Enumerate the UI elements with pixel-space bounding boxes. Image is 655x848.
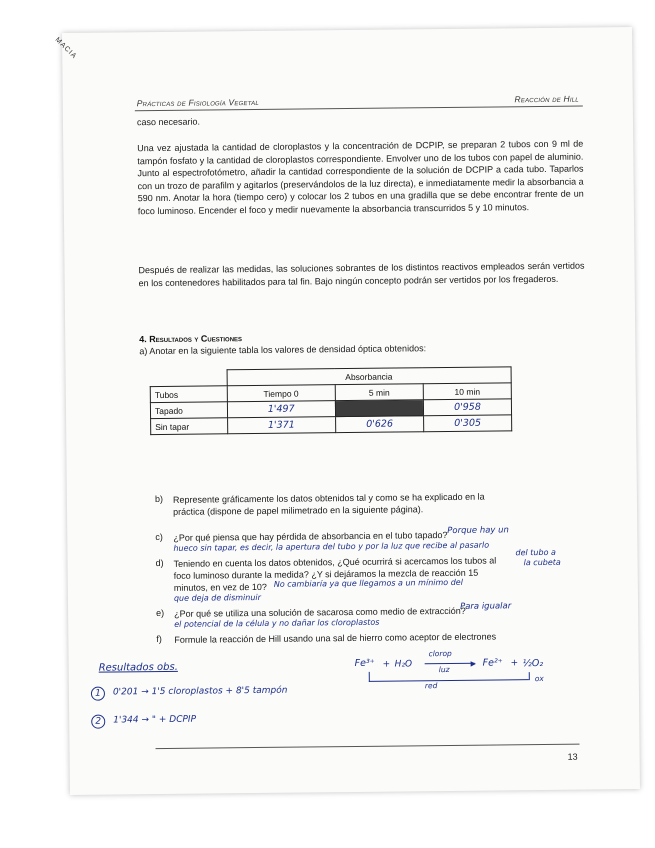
question-number: c) xyxy=(155,531,163,543)
paragraph-procedure: Una vez ajustada la cantidad de cloroplastos y la concentración de DCPIP, se preparan 2 tubos con 9 ml de tampón fosfato y la cantidad de cloroplastos correspondiente. Envolver uno de los tubos con papel de aluminio. Junto al espectrofotómetro, añadir la cantidad correspondiente de la solución de DCPIP a cada tubo. Taparlos con un trozo de parafilm y agitarlos (preservándolos de la luz directa), e inmediatamente medir la absorbancia a 590 nm. Anotar la hora (tiempo cero) y colocar los 2 tubos en una gradilla que se debe encontrar frente de un foco luminoso. Encender el foco y medir nuevamente la absorbancia transcurridos 5 y 10 minutos. xyxy=(137,138,584,217)
cell-value: 0'305 xyxy=(454,417,482,429)
answer-e: Para igualar xyxy=(460,601,512,612)
question-d-line3: minutos, en vez de 10? xyxy=(173,581,267,593)
answer-c-line2: hueco sin tapar, es decir, la apertura del tubo y por la luz que recibe al pasarlo xyxy=(173,540,490,553)
answer-e-line2: el potencial de la célula y no dañar los cloroplastos xyxy=(174,617,380,629)
row-label: Tapado xyxy=(150,402,227,419)
answer-d-side2: la cubeta xyxy=(523,557,561,568)
answer-c: Porque hay un xyxy=(447,525,509,536)
header-right: Reacción de Hill xyxy=(514,93,579,105)
hill-reaction-equation: Fe³⁺ + H₂O clorop ▶ luz Fe²⁺ + ½O₂ red ox xyxy=(354,648,544,691)
absorbance-header: Absorbancia xyxy=(227,367,512,386)
answer-d: No cambiaría ya que llegamos a un mínimo del xyxy=(273,577,463,589)
cell-value: 0'626 xyxy=(366,418,394,430)
result-number-2: 2 xyxy=(91,715,105,729)
question-e: ¿Por qué se utiliza una solución de sacarosa como medio de extracción? xyxy=(174,605,466,619)
question-d-line2: foco luminoso durante la medida? ¿Y si dejáramos la mezcla de reacción 15 xyxy=(173,567,479,581)
col-header: Tubos xyxy=(150,386,227,403)
cell-shaded xyxy=(335,400,423,417)
absorbance-table xyxy=(150,366,513,435)
result-number-1: 1 xyxy=(91,687,105,701)
col-header: Tiempo 0 xyxy=(227,385,336,402)
question-number: d) xyxy=(155,557,164,569)
document-page xyxy=(53,27,640,795)
question-number: e) xyxy=(156,607,165,619)
row-label: Sin tapar xyxy=(151,418,228,435)
table-row xyxy=(151,415,512,435)
cell-value: 1'497 xyxy=(267,403,295,415)
section-title: 4. Resultados y Cuestiones xyxy=(139,333,243,345)
question-number: f) xyxy=(156,633,162,645)
header-left: Prácticas de Fisiología Vegetal xyxy=(136,96,259,109)
result-2: 1'344 → " + DCPIP xyxy=(113,714,197,726)
col-header: 10 min xyxy=(423,383,511,400)
section-instruction: a) Anotar en la siguiente tabla los valores de densidad óptica obtenidos: xyxy=(139,343,427,357)
question-b-line2: práctica (dispone de papel milimetrado en la siguiente página). xyxy=(172,504,424,517)
answer-d-line2: que deja de disminuir xyxy=(173,592,261,603)
answer-d-side: del tubo a xyxy=(515,547,556,558)
question-c: ¿Por qué piensa que hay pérdida de absorbancia en el tubo tapado? xyxy=(173,529,448,543)
footer-divider xyxy=(156,744,580,749)
col-header: 5 min xyxy=(335,384,423,401)
cell-value: 0'958 xyxy=(453,401,481,413)
question-d: Teniendo en cuenta los datos obtenidos, ¿Qué ocurrirá si acercamos los tubos al xyxy=(173,555,497,569)
paragraph-intro: caso necesario. xyxy=(136,116,201,128)
cell-value: 1'371 xyxy=(267,419,295,431)
page-number: 13 xyxy=(567,751,578,762)
paragraph-disposal: Después de realizar las medidas, las soluciones sobrantes de los distintos reactivos empleados serán vertidos en los contenedores habilitados para tal fin. Bajo ningún concepto podrán ser vertidos por los fregaderos. xyxy=(138,260,585,288)
corner-tag: MACIA xyxy=(53,36,78,61)
question-f: Formule la reacción de Hill usando una sal de hierro como aceptor de electrones xyxy=(174,631,497,645)
question-number: b) xyxy=(154,493,163,505)
question-b: Represente gráficamente los datos obtenidos tal y como se ha explicado en la xyxy=(172,491,485,505)
result-1: 0'201 → 1'5 cloroplastos + 8'5 tampón xyxy=(112,685,288,698)
results-title: Resultados obs. xyxy=(98,661,178,674)
